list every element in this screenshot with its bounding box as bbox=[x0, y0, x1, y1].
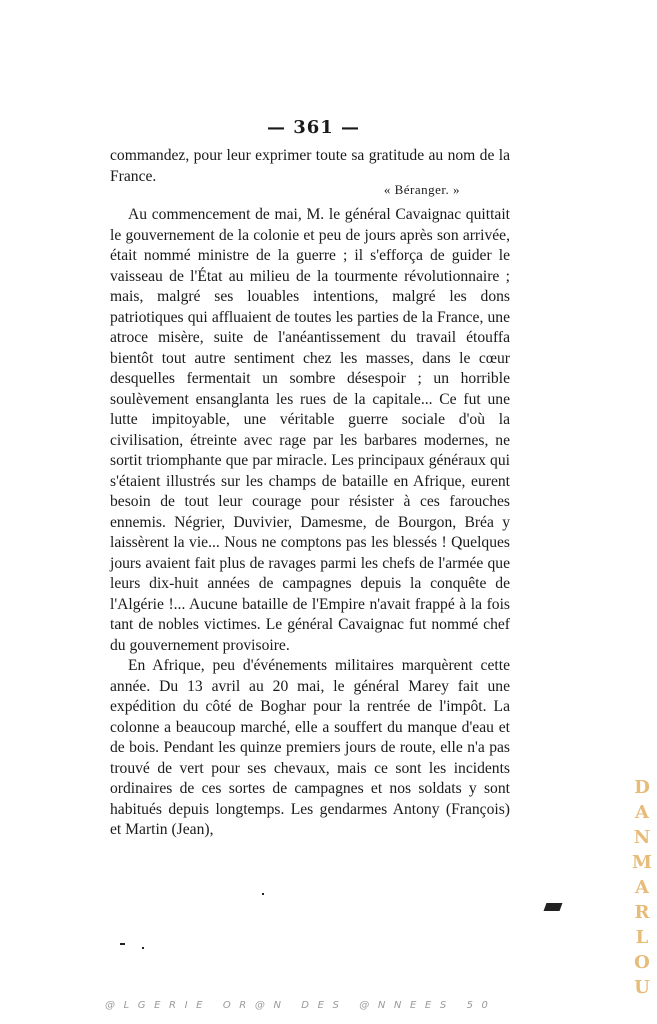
ink-speck bbox=[120, 943, 125, 945]
ink-speck bbox=[262, 893, 264, 895]
paragraph-2: En Afrique, peu d'événements militaires marquèrent cette année. Du 13 avril au 20 mai, le général Marey fait une expédition du côté de Boghar pour la rentrée de l'impôt. La colonne a beaucoup marché, elle a souffert du manque d'eau et de bois. Pendant les quinze premiers jours de route, elle n'a pas trouvé de vert pour ses chevaux, mais ce sont les incidents ordinaires de ces sortes de campagnes et nos soldats y sont habitués depuis longtemps. Les gendarmes Antony (François) et Martin (Jean), bbox=[110, 657, 510, 838]
footer-caption: @LGERIE OR@N DES @NNEES 50 bbox=[105, 1000, 497, 1011]
paragraph-1: Au commencement de mai, M. le général Cavaignac quittait le gouvernement de la colonie et peu de jours après son arrivée, était nommé ministre de la guerre ; il s'efforça de guider le vaisseau de l'État au milieu de la tourmente révolutionnaire ; mais, malgré ses louables intentions, malgré les dons patriotiques qui affluaient de toutes les parties de la France, une atroce misère, suite de l'anéantissement du travail étouffa bientôt tout autre sentiment chez les masses, dans le cœur desquelles fermentait un sombre désespoir ; un horrible soulèvement ensanglanta les rues de la capitale... Ce fut une lutte impitoyable, une véritable guerre sociale d'où la civilisation, étreinte avec rage par les barbares modernes, ne sortit triomphante que par miracle. Les principaux généraux qui s'étaient illustrés sur les champs de bataille en Afrique, eurent besoin de tout leur courage pour résister à ces farouches ennemis. Négrier, Duvivier, Damesme, de Bourgon, Bréa y laissèrent la vie... Nous ne comptons pas les blessés ! Quelques jours avaient fait plus de ravages parmi les chefs de l'armée que leurs dix-huit années de campagnes depuis la conquête de l'Algérie !... Aucune bataille de l'Empire n'avait frappé à la fois tant de nobles victimes. Le général Cavaignac fut nommé chef du gouvernement provisoire. bbox=[110, 206, 510, 654]
watermark: DANMARLOU bbox=[632, 777, 652, 998]
opening-paragraph: commandez, pour leur exprimer toute sa gratitude au nom de la France. bbox=[110, 147, 510, 185]
ink-speck bbox=[544, 903, 563, 911]
page-number: — 361 — bbox=[266, 117, 361, 138]
opening-paragraph-block bbox=[110, 146, 510, 187]
ink-speck bbox=[142, 947, 144, 949]
body-text bbox=[110, 205, 510, 841]
signature: « Béranger. » bbox=[383, 182, 460, 197]
